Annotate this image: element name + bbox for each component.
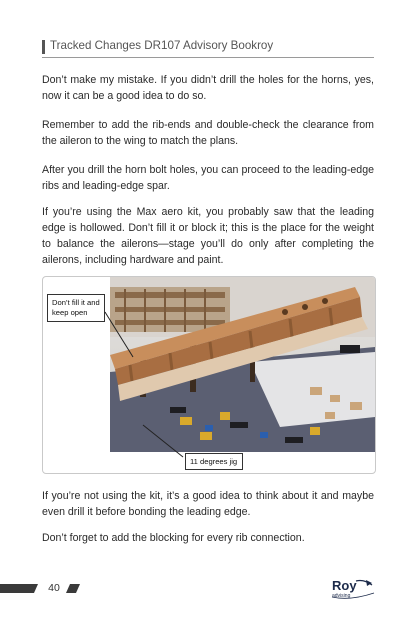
page-number: 40 [43, 579, 65, 597]
figure-frame [42, 276, 376, 474]
callout-jig: 11 degrees jig [185, 453, 243, 470]
paragraph-3: After you drill the horn bolt holes, you can proceed to the leading-edge ribs and leading-edge spar. [42, 164, 374, 192]
logo-wordmark: Roy [332, 578, 357, 593]
paragraph-5: If you’re not using the kit, it’s a good idea to think about it and maybe even drill it before bonding the leading edge. [42, 490, 374, 518]
paragraph-1: Don’t make my mistake. If you didn’t drill the holes for the horns, yes, now it can be a good idea to do so. [42, 74, 374, 102]
paragraph-6: Don’t forget to add the blocking for every rib connection. [42, 532, 305, 544]
paragraph-4: If you’re using the Max aero kit, you probably saw that the leading edge is hollowed. Don’t fill it or block it; this is the place for the weight to balance the ailerons—stage you’ll do only after completing the ailerons, including hardware and paint. [42, 206, 374, 266]
callout-leading-edge: Don’t fill it and keep open [47, 294, 105, 322]
running-header [42, 37, 374, 58]
paragraph-2: Remember to add the rib-ends and double-check the clearance from the aileron to the wing to match the plans. [42, 119, 374, 147]
logo-subtext: advising [332, 593, 351, 599]
header-title: Tracked Changes DR107 Advisory Bookroy [50, 39, 274, 52]
header-accent-bar [42, 40, 45, 54]
callout-leader-lines [43, 277, 375, 473]
